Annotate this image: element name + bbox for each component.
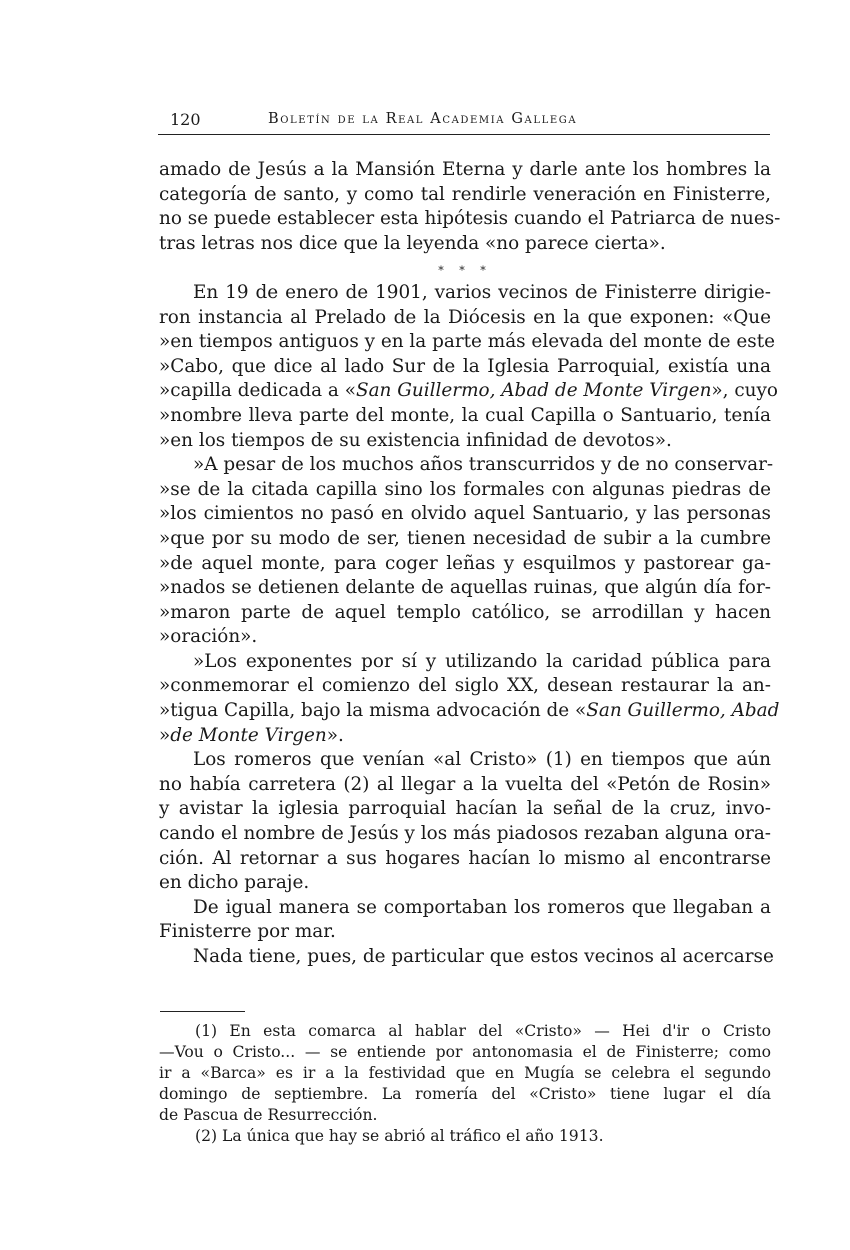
text-line: »nombre lleva parte del monte, la cual Capilla o Santuario, tenía — [159, 404, 771, 426]
footnote-line: ir a «Barca» es ir a la festividad que en Mugía se celebra el segundo — [159, 1064, 771, 1082]
text-line: Nada tiene, pues, de particular que estos vecinos al acercarse — [193, 946, 774, 967]
footnote-divider — [160, 1011, 245, 1012]
text-line: »se de la citada capilla sino los formales con algunas piedras de — [159, 478, 771, 500]
text-line — [159, 699, 780, 724]
footnotes — [159, 1021, 771, 1147]
text-span: » — [159, 724, 171, 746]
text-line: Los romeros que venían «al Cristo» (1) en tiempos que aún — [193, 749, 771, 771]
text-line: »en tiempos antiguos y en la parte más elevada del monte de este — [159, 331, 775, 353]
text-line: »maron parte de aquel templo católico, se arrodillan y hacen — [159, 601, 771, 623]
italic-text: de Monte Virgen — [170, 724, 327, 746]
footnote-line: de Pascua de Resurrección. — [159, 1106, 378, 1124]
text-line: De igual manera se comportaban los romeros que llegaban a — [193, 896, 771, 918]
text-line: »A pesar de los muchos años transcurridos y de no conservar- — [193, 454, 774, 476]
text-line: »Cabo, que dice al lado Sur de la Iglesia Parroquial, existía una — [159, 355, 771, 377]
text-line — [159, 724, 771, 749]
text-line: »Los exponentes por sí y utilizando la caridad pública para — [193, 650, 771, 672]
text-line: cando el nombre de Jesús y los más piadosos rezaban alguna ora- — [159, 823, 771, 845]
text-line: en dicho paraje. — [159, 872, 310, 894]
text-line: no había carretera (2) al llegar a la vuelta del «Petón de Rosin» — [159, 773, 771, 795]
text-line: Finisterre por mar. — [159, 921, 336, 943]
text-line: »en los tiempos de su existencia infinidad de devotos». — [159, 429, 672, 451]
text-line: »que por su modo de ser, tienen necesidad de subir a la cumbre — [159, 527, 771, 549]
text-line: »conmemorar el comienzo del siglo XX, desean restaurar la an- — [159, 675, 771, 697]
text-span: »capilla dedicada a « — [159, 380, 356, 402]
text-line: amado de Jesús a la Mansión Eterna y darle ante los hombres la — [159, 159, 771, 180]
section-separator: * * * — [438, 264, 492, 278]
text-span: », cuyo — [711, 380, 778, 402]
text-line: no se puede establecer esta hipótesis cuando el Patriarca de nues- — [159, 208, 781, 230]
text-line: En 19 de enero de 1901, varios vecinos de Finisterre dirigie- — [193, 281, 771, 303]
text-line: »oración». — [159, 626, 258, 648]
italic-text: San Guillermo, Abad de Monte Virgen — [355, 380, 712, 402]
text-span: ». — [326, 724, 344, 746]
footnote-line: domingo de septiembre. La romería del «Cristo» tiene lugar el día — [159, 1085, 771, 1103]
text-line — [159, 379, 778, 404]
italic-text: San Guillermo, Abad — [586, 700, 780, 722]
page-number: 120 — [170, 110, 201, 129]
footnote-line: (1) En esta comarca al hablar del «Cristo» — Hei d'ir o Cristo — [195, 1022, 771, 1040]
footnote-line: (2) La única que hay se abrió al tráfico el año 1913. — [195, 1127, 604, 1145]
text-line: ron instancia al Prelado de la Diócesis en la que exponen: «Que — [159, 306, 771, 328]
text-line: ción. Al retornar a sus hogares hacían lo mismo al encontrarse — [159, 847, 771, 869]
text-line: y avistar la iglesia parroquial hacían la señal de la cruz, invo- — [159, 798, 771, 820]
text-line: tras letras nos dice que la leyenda «no parece cierta». — [159, 232, 666, 254]
body-text — [159, 158, 781, 970]
text-line: »nados se detienen delante de aquellas ruinas, que algún día for- — [159, 577, 771, 599]
text-line: »los cimientos no pasó en olvido aquel Santuario, y las personas — [159, 503, 771, 525]
footnote-line: —Vou o Cristo... — se entiende por antonomasia el de Finisterre; como — [159, 1043, 771, 1061]
text-span: »tigua Capilla, bajo la misma advocación de « — [159, 700, 587, 722]
text-line: »de aquel monte, para coger leñas y esquilmos y pastorear ga- — [159, 552, 771, 574]
text-line: categoría de santo, y como tal rendirle veneración en Finisterre, — [159, 183, 771, 205]
page-header — [158, 108, 770, 135]
running-title: Boletín de la Real Academia Gallega — [268, 111, 578, 127]
